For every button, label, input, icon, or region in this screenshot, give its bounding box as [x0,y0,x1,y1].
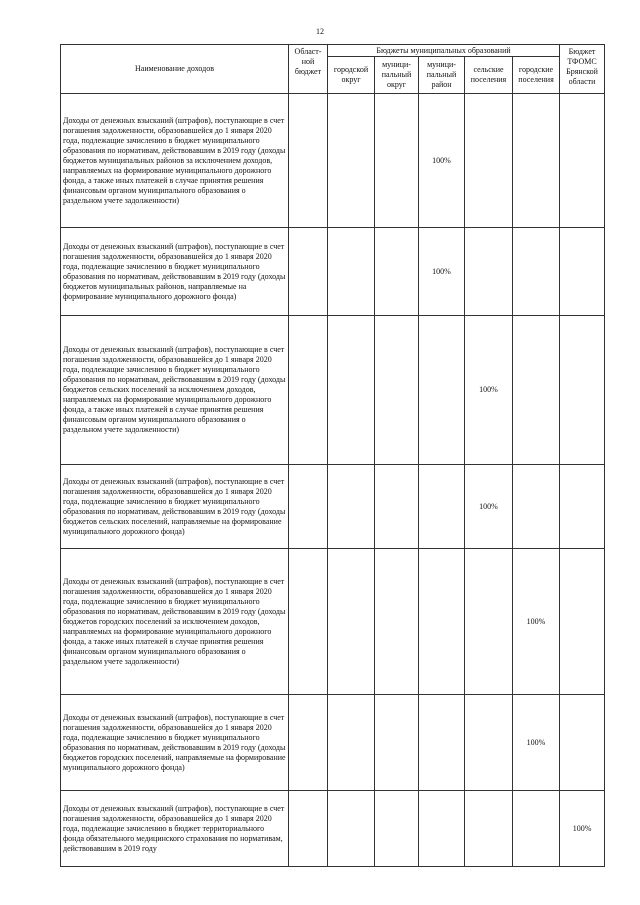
cell-tfoms [560,228,605,316]
header-munitsipalny-rayon: муници-пальный район [419,57,465,94]
cell-gorodskie: 100% [513,695,560,791]
cell-oblast [289,695,328,791]
cell-oblast [289,228,328,316]
cell-oblast [289,94,328,228]
cell-munitsipalny-rayon [419,549,465,695]
cell-oblast [289,791,328,867]
cell-munitsipalny-okrug [375,791,419,867]
cell-gorodskoy-okrug [328,791,375,867]
header-selskie-poseleniya: сельские поселения [465,57,513,94]
header-tfoms-budget: Бюджет ТФОМС Брянской области [560,45,605,94]
cell-gorodskie: 100% [513,549,560,695]
header-oblast-budget: Област-ной бюджет [289,45,328,94]
table-row [61,228,605,316]
cell-munitsipalny-okrug [375,549,419,695]
header-municipal-budgets: Бюджеты муниципальных образований [328,45,560,57]
cell-tfoms [560,695,605,791]
cell-munitsipalny-rayon [419,791,465,867]
income-description: Доходы от денежных взысканий (штрафов), поступающие в счет погашения задолженности, образовавшейся до 1 января 2020 года, подлежащие зачислению в бюджет муниципального образования по нормативам, действовавшим в 2019 году (доходы бюджетов городских поселений за исключением доходов, направляемых на формирование муниципального дорожного фонда, а также иных платежей в случае принятия решения финансовым органом муниципального образования о раздельном учете задолженности) [61,549,289,695]
income-budget-table [60,44,605,867]
cell-munitsipalny-okrug [375,228,419,316]
income-description: Доходы от денежных взысканий (штрафов), поступающие в счет погашения задолженности, образовавшейся до 1 января 2020 года, подлежащие зачислению в бюджет муниципального образования по нормативам, действовавшим в 2019 году (доходы бюджетов муниципальных районов, направляемые на формирование муниципального дорожного фонда) [61,228,289,316]
cell-munitsipalny-rayon [419,695,465,791]
table-row [61,695,605,791]
cell-gorodskie [513,228,560,316]
cell-gorodskie [513,316,560,465]
header-income-name: Наименование доходов [61,45,289,94]
cell-oblast [289,316,328,465]
cell-gorodskoy-okrug [328,316,375,465]
cell-selskie: 100% [465,465,513,549]
header-gorodskoy-okrug: городской округ [328,57,375,94]
cell-gorodskoy-okrug [328,94,375,228]
cell-munitsipalny-okrug [375,94,419,228]
income-description: Доходы от денежных взысканий (штрафов), поступающие в счет погашения задолженности, образовавшейся до 1 января 2020 года, подлежащие зачислению в бюджет территориального фонда обязательного медицинского страхования по нормативам, действовавшим в 2019 году [61,791,289,867]
table-row [61,316,605,465]
cell-munitsipalny-okrug [375,695,419,791]
page-number: 12 [316,27,324,36]
cell-munitsipalny-rayon [419,465,465,549]
cell-tfoms [560,465,605,549]
cell-gorodskoy-okrug [328,465,375,549]
cell-selskie [465,695,513,791]
income-description: Доходы от денежных взысканий (штрафов), поступающие в счет погашения задолженности, образовавшейся до 1 января 2020 года, подлежащие зачислению в бюджет муниципального образования по нормативам, действовавшим в 2019 году (доходы бюджетов муниципальных районов за исключением доходов, направляемых на формирование муниципального дорожного фонда, а также иных платежей в случае принятия решения финансовым органом муниципального образования о раздельном учете задолженности) [61,94,289,228]
cell-gorodskoy-okrug [328,549,375,695]
income-description: Доходы от денежных взысканий (штрафов), поступающие в счет погашения задолженности, образовавшейся до 1 января 2020 года, подлежащие зачислению в бюджет муниципального образования по нормативам, действовавшим в 2019 году (доходы бюджетов сельских поселений, направляемые на формирование муниципального дорожного фонда) [61,465,289,549]
cell-gorodskie [513,791,560,867]
header-gorodskie-poseleniya: городские поселения [513,57,560,94]
cell-munitsipalny-rayon [419,316,465,465]
table-row [61,94,605,228]
table-row [61,465,605,549]
cell-tfoms [560,94,605,228]
cell-gorodskie [513,465,560,549]
table-row [61,549,605,695]
cell-munitsipalny-rayon: 100% [419,94,465,228]
cell-oblast [289,465,328,549]
header-munitsipalny-okrug: муници-пальный округ [375,57,419,94]
cell-tfoms [560,316,605,465]
cell-selskie [465,94,513,228]
cell-gorodskoy-okrug [328,228,375,316]
cell-selskie: 100% [465,316,513,465]
cell-munitsipalny-rayon: 100% [419,228,465,316]
cell-gorodskie [513,94,560,228]
cell-selskie [465,791,513,867]
cell-selskie [465,549,513,695]
income-description: Доходы от денежных взысканий (штрафов), поступающие в счет погашения задолженности, образовавшейся до 1 января 2020 года, подлежащие зачислению в бюджет муниципального образования по нормативам, действовавшим в 2019 году (доходы бюджетов городских поселений, направляемые на формирование муниципального дорожного фонда) [61,695,289,791]
cell-munitsipalny-okrug [375,316,419,465]
table-row [61,791,605,867]
cell-tfoms: 100% [560,791,605,867]
table-header-row-1 [61,45,605,57]
cell-selskie [465,228,513,316]
cell-tfoms [560,549,605,695]
cell-munitsipalny-okrug [375,465,419,549]
cell-gorodskoy-okrug [328,695,375,791]
cell-oblast [289,549,328,695]
income-description: Доходы от денежных взысканий (штрафов), поступающие в счет погашения задолженности, образовавшейся до 1 января 2020 года, подлежащие зачислению в бюджет муниципального образования по нормативам, действовавшим в 2019 году (доходы бюджетов сельских поселений за исключением доходов, направляемых на формирование муниципального дорожного фонда, а также иных платежей в случае принятия решения финансовым органом муниципального образования о раздельном учете задолженности) [61,316,289,465]
